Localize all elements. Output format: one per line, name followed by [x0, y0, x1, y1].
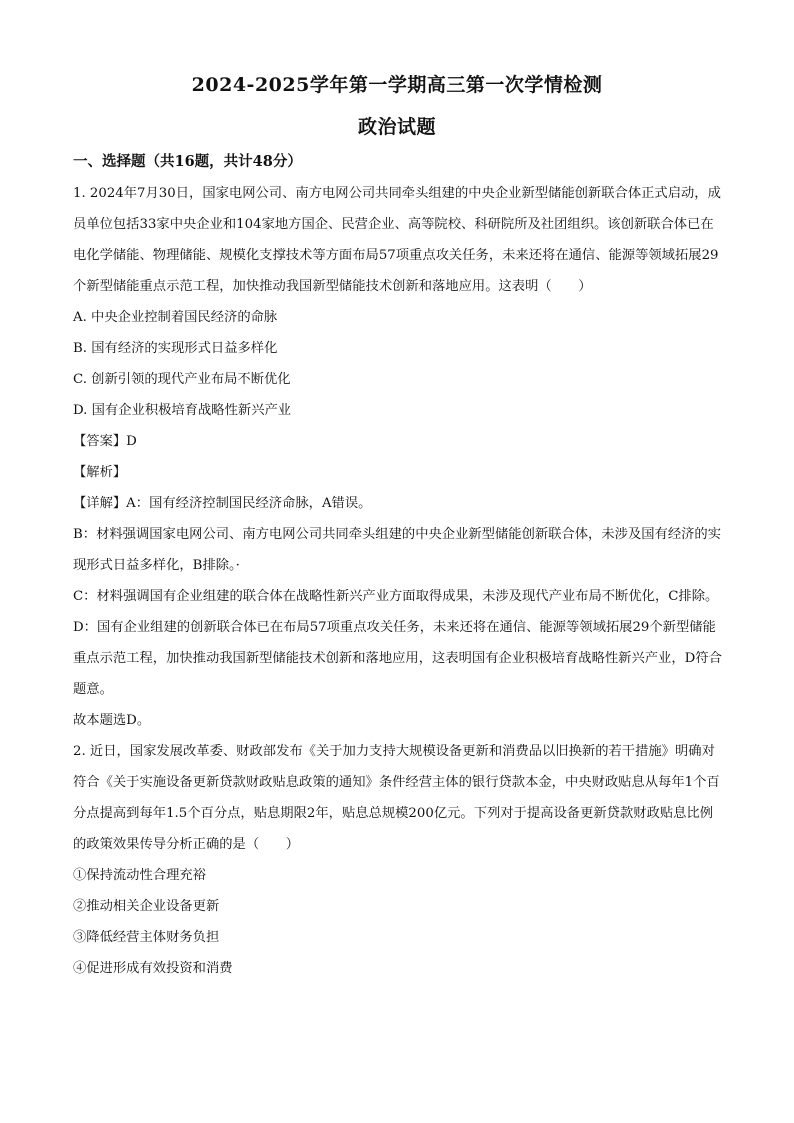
- option-b: B. 国有经济的实现形式日益多样化: [73, 341, 278, 356]
- option-c: C. 创新引领的现代产业布局不断优化: [73, 372, 291, 387]
- answer: 【答案】D: [73, 434, 137, 449]
- statement-1: ①保持流动性合理充裕: [73, 868, 206, 883]
- conclusion: 故本题选D。: [73, 713, 151, 728]
- exam-title: 2024-2025学年第一学期高三第一次学情检测: [191, 74, 603, 96]
- question-1-stem: 1. 2024年7月30日，国家电网公司、南方电网公司共同牵头组建的中央企业新型储能创新联合体正式启动，成员单位包括33家中央企业和104家地方国企、民营企业、高等院校、科研院所及社团组织。该创新联合体已在电化学储能、物理储能、规模化支撑技术等方面布局57项重点攻关任务，未来还将在通信、能源等领域拓展29个新型储能重点示范工程，加快推动我国新型储能技术创新和落地应用。这表明（ ）: [73, 186, 721, 294]
- question-1: [73, 178, 725, 984]
- option-d: D. 国有企业积极培育战略性新兴产业: [73, 403, 292, 418]
- detail-b: B：材料强调国家电网公司、南方电网公司共同牵头组建的中央企业新型储能创新联合体，未涉及国有经济的实现形式日益多样化，B排除。·: [73, 527, 722, 573]
- exam-subject: 政治试题: [357, 116, 436, 138]
- question-2-stem: 2. 近日，国家发展改革委、财政部发布《关于加力支持大规模设备更新和消费品以旧换新的若干措施》明确对符合《关于实施设备更新贷款财政贴息政策的通知》条件经营主体的银行贷款本金，中央财政贴息从每年1个百分点提高到每年1.5个百分点，贴息期限2年，贴息总规模200亿元。下列对于提高设备更新贷款财政贴息比例的政策效果传导分析正确的是（ ）: [73, 744, 720, 852]
- statement-2: ②推动相关企业设备更新: [73, 899, 220, 914]
- detail-d: D：国有企业组建的创新联合体已在布局57项重点攻关任务，未来还将在通信、能源等领域拓展29个新型储能重点示范工程，加快推动我国新型储能技术创新和落地应用，这表明国有企业积极培育战略性新兴产业，D符合题意。: [73, 620, 722, 697]
- section-heading: 一、选择题（共16题，共计48分）: [73, 153, 302, 170]
- detail-c: C：材料强调国有企业组建的联合体在战略性新兴产业方面取得成果，未涉及现代产业布局不断优化，C排除。: [73, 589, 719, 604]
- statement-4: ④促进形成有效投资和消费: [73, 961, 233, 976]
- analysis-label: 【解析】: [73, 465, 127, 480]
- option-a: A. 中央企业控制着国民经济的命脉: [73, 310, 278, 325]
- detail-a: 【详解】A：国有经济控制国民经济命脉，A错误。: [73, 496, 372, 511]
- statement-3: ③降低经营主体财务负担: [73, 930, 220, 945]
